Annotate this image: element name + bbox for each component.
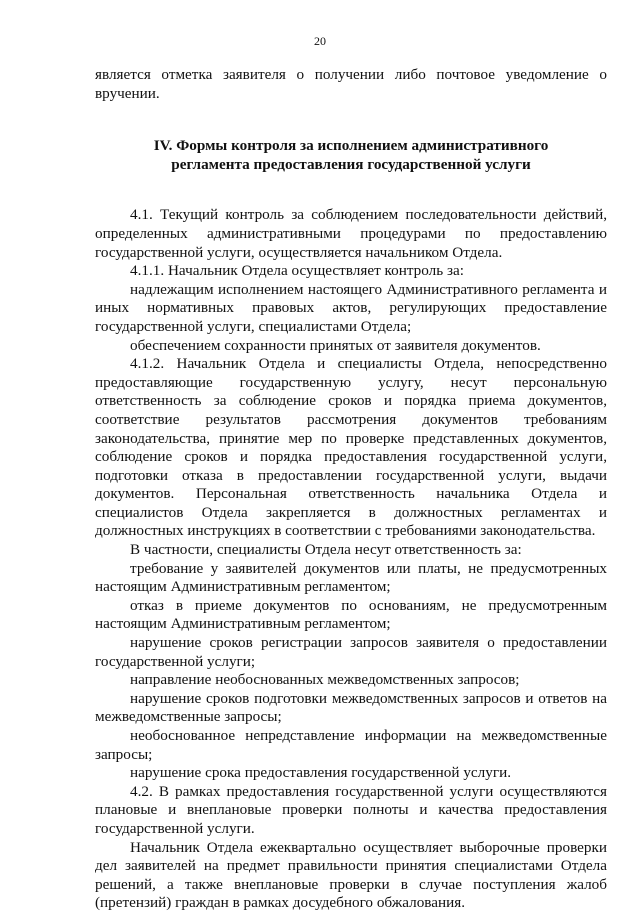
responsibility-item-2: отказ в приеме документов по основаниям, не предусмотренным настоящим Административным регламентом; bbox=[95, 596, 607, 633]
responsibility-item-1: требование у заявителей документов или платы, не предусмотренных настоящим Административным регламентом; bbox=[95, 559, 607, 596]
section-heading bbox=[95, 137, 607, 174]
opening-paragraph: является отметка заявителя о получении либо почтовое уведомление о вручении. bbox=[95, 66, 607, 102]
responsibility-item-6: необоснованное непредставление информации на межведомственные запросы; bbox=[95, 727, 607, 763]
paragraph-4-1-1: 4.1.1. Начальник Отдела осуществляет контроль за: bbox=[130, 262, 464, 280]
responsibility-intro: В частности, специалисты Отдела несут ответственность за: bbox=[130, 541, 522, 559]
responsibility-item-5: нарушение сроков подготовки межведомственных запросов и ответов на межведомственные запросы; bbox=[95, 689, 607, 726]
paragraph-4-1: 4.1. Текущий контроль за соблюдением последовательности действий, определенных административными процедурами по предоставлению государственной услуги, осуществляется начальником Отдела. bbox=[95, 206, 607, 261]
document-body bbox=[95, 66, 607, 913]
responsibility-item-4: направление необоснованных межведомственных запросов; bbox=[130, 671, 520, 689]
control-item-regulation: надлежащим исполнением настоящего Административного регламента и иных нормативных правовых актов, регулирующих предоставление государственной услуги, специалистами Отдела; bbox=[95, 280, 607, 335]
section-heading-line-1: IV. Формы контроля за исполнением административного bbox=[153, 137, 549, 155]
page-number: 20 bbox=[314, 34, 326, 48]
responsibility-item-7: нарушение срока предоставления государственной услуги. bbox=[130, 764, 511, 782]
paragraph-4-1-2: 4.1.2. Начальник Отдела и специалисты Отдела, непосредственно предоставляющие государственную услугу, несут персональную ответственность за соблюдение сроков и порядка приема документов, соответствие результатов рассмотрения документов требованиям законодательства, принятие мер по проверке представленных документов, соблюдение сроков и порядка предоставления государственной услуги, подготовки отказа в предоставлении государственной услуги, выдачи документов. Персональная ответственность начальника Отдела и специалистов Отдела закрепляется в должностных регламентах и должностных инструкциях в соответствии с требованиями законодательства. bbox=[95, 355, 607, 540]
paragraph-quarterly-checks: Начальник Отдела ежеквартально осуществляет выборочные проверки дел заявителей на предмет правильности принятия специалистами Отдела решений, а также внеплановые проверки в случае поступления жалоб (претензий) граждан в рамках досудебного обжалования. bbox=[95, 838, 607, 912]
responsibility-item-3: нарушение сроков регистрации запросов заявителя о предоставлении государственной услуги; bbox=[95, 634, 607, 670]
section-heading-line-2: регламента предоставления государственной услуги bbox=[171, 155, 531, 173]
paragraph-4-2: 4.2. В рамках предоставления государственной услуги осуществляются плановые и внеплановые проверки полноты и качества предоставления государственной услуги. bbox=[95, 782, 607, 837]
control-item-documents: обеспечением сохранности принятых от заявителя документов. bbox=[130, 336, 541, 354]
